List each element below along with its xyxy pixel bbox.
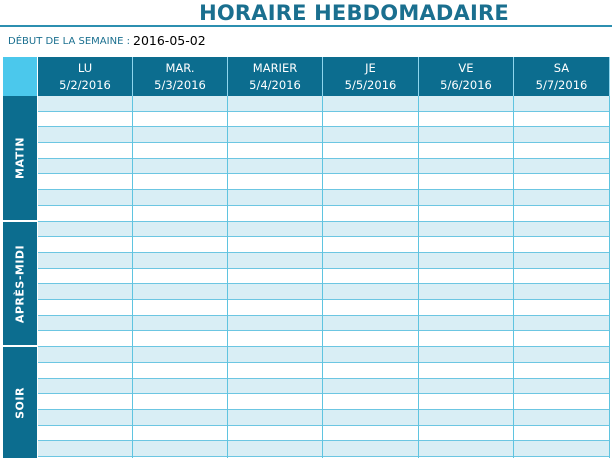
day-column <box>419 96 514 458</box>
schedule-cell[interactable] <box>38 269 132 285</box>
schedule-cell[interactable] <box>419 363 513 379</box>
schedule-cell[interactable] <box>133 410 227 426</box>
schedule-cell[interactable] <box>419 237 513 253</box>
schedule-cell[interactable] <box>514 347 609 363</box>
schedule-cell[interactable] <box>228 284 322 300</box>
week-start-input[interactable]: 2016-05-02 <box>133 33 206 48</box>
schedule-cell[interactable] <box>323 379 418 395</box>
schedule-cell[interactable] <box>38 253 132 269</box>
schedule-cell[interactable] <box>38 112 132 128</box>
schedule-cell[interactable] <box>133 175 227 191</box>
schedule-cell[interactable] <box>323 96 418 112</box>
day-column <box>514 96 610 458</box>
schedule-cell[interactable] <box>228 159 322 175</box>
schedule-cell[interactable] <box>38 379 132 395</box>
schedule-cell[interactable] <box>133 127 227 143</box>
schedule-cell[interactable] <box>514 190 609 206</box>
day-name: MAR. <box>165 61 195 75</box>
schedule-cell[interactable] <box>228 316 322 332</box>
schedule-cell[interactable] <box>228 332 322 348</box>
day-name: VE <box>458 61 474 75</box>
schedule-cell[interactable] <box>133 159 227 175</box>
schedule-cell[interactable] <box>228 363 322 379</box>
week-start-label: DÉBUT DE LA SEMAINE : <box>8 36 130 47</box>
schedule-cell[interactable] <box>419 394 513 410</box>
schedule-cell[interactable] <box>514 253 609 269</box>
schedule-cell[interactable] <box>38 206 132 222</box>
schedule-cell[interactable] <box>38 441 132 457</box>
schedule-cell[interactable] <box>228 112 322 128</box>
schedule-cell[interactable] <box>419 96 513 112</box>
schedule-cell[interactable] <box>323 332 418 348</box>
schedule-cell[interactable] <box>38 394 132 410</box>
day-column <box>38 96 133 458</box>
schedule-cell[interactable] <box>514 300 609 316</box>
schedule-cell[interactable] <box>323 175 418 191</box>
schedule-cell[interactable] <box>38 237 132 253</box>
schedule-cell[interactable] <box>228 394 322 410</box>
schedule-cell[interactable] <box>38 410 132 426</box>
schedule-cell[interactable] <box>323 394 418 410</box>
schedule-cell[interactable] <box>228 127 322 143</box>
schedule-cell[interactable] <box>323 237 418 253</box>
schedule-cell[interactable] <box>419 284 513 300</box>
schedule-cell[interactable] <box>419 269 513 285</box>
schedule-cell[interactable] <box>419 206 513 222</box>
schedule-cell[interactable] <box>514 269 609 285</box>
schedule-cell[interactable] <box>514 394 609 410</box>
schedule-cell[interactable] <box>419 347 513 363</box>
schedule-cell[interactable] <box>323 190 418 206</box>
schedule-cell[interactable] <box>228 441 322 457</box>
schedule-cell[interactable] <box>228 300 322 316</box>
schedule-cell[interactable] <box>419 379 513 395</box>
day-name: MARIER <box>252 61 298 75</box>
header-corner-cell <box>3 57 37 96</box>
section-morning <box>3 96 37 222</box>
schedule-cell[interactable] <box>38 143 132 159</box>
schedule-cell[interactable] <box>133 190 227 206</box>
section-afternoon <box>3 222 37 347</box>
schedule-cell[interactable] <box>228 143 322 159</box>
schedule-cell[interactable] <box>38 300 132 316</box>
schedule-cell[interactable] <box>228 269 322 285</box>
schedule-cell[interactable] <box>514 441 609 457</box>
schedule-cell[interactable] <box>323 284 418 300</box>
schedule-cell[interactable] <box>133 237 227 253</box>
schedule-cell[interactable] <box>38 190 132 206</box>
schedule-cell[interactable] <box>323 222 418 238</box>
day-date: 5/5/2016 <box>344 78 397 92</box>
schedule-cell[interactable] <box>228 253 322 269</box>
schedule-cell[interactable] <box>514 127 609 143</box>
schedule-cell[interactable] <box>228 410 322 426</box>
schedule-cell[interactable] <box>38 222 132 238</box>
schedule-cell[interactable] <box>514 175 609 191</box>
schedule-cell[interactable] <box>419 253 513 269</box>
schedule-cell[interactable] <box>133 347 227 363</box>
day-column <box>228 96 323 458</box>
schedule-cell[interactable] <box>133 96 227 112</box>
schedule-cell[interactable] <box>419 143 513 159</box>
schedule-grid <box>38 96 610 458</box>
schedule-cell[interactable] <box>419 175 513 191</box>
schedule-cell[interactable] <box>38 159 132 175</box>
schedule-cell[interactable] <box>38 347 132 363</box>
schedule-cell[interactable] <box>323 253 418 269</box>
day-date: 5/2/2016 <box>59 78 111 92</box>
section-label-morning: MATIN <box>13 137 27 179</box>
day-date: 5/7/2016 <box>535 78 588 92</box>
schedule-cell[interactable] <box>419 112 513 128</box>
schedule-cell[interactable] <box>38 96 132 112</box>
schedule-cell[interactable] <box>514 426 609 442</box>
section-label-evening: SOIR <box>13 386 27 419</box>
schedule-cell[interactable] <box>323 410 418 426</box>
schedule-cell[interactable] <box>133 316 227 332</box>
schedule-cell[interactable] <box>419 222 513 238</box>
schedule-cell[interactable] <box>323 159 418 175</box>
schedule-cell[interactable] <box>133 379 227 395</box>
schedule-cell[interactable] <box>228 175 322 191</box>
day-header-friday <box>419 57 514 96</box>
schedule-cell[interactable] <box>323 300 418 316</box>
schedule-cell[interactable] <box>323 269 418 285</box>
day-header-tuesday <box>133 57 228 96</box>
schedule-cell[interactable] <box>514 332 609 348</box>
schedule-cell[interactable] <box>228 347 322 363</box>
section-label-afternoon: APRÈS-MIDI <box>13 244 27 323</box>
schedule-cell[interactable] <box>133 363 227 379</box>
schedule-cell[interactable] <box>228 237 322 253</box>
day-column <box>133 96 228 458</box>
day-name: JE <box>365 61 376 75</box>
schedule-cell[interactable] <box>38 316 132 332</box>
section-evening <box>3 347 37 458</box>
schedule-cell[interactable] <box>133 222 227 238</box>
schedule-cell[interactable] <box>38 284 132 300</box>
schedule-cell[interactable] <box>228 426 322 442</box>
schedule-cell[interactable] <box>323 316 418 332</box>
schedule-cell[interactable] <box>514 143 609 159</box>
schedule-cell[interactable] <box>419 300 513 316</box>
schedule-cell[interactable] <box>514 363 609 379</box>
schedule-cell[interactable] <box>419 159 513 175</box>
schedule-cell[interactable] <box>133 300 227 316</box>
day-date: 5/4/2016 <box>249 78 301 92</box>
schedule-cell[interactable] <box>419 410 513 426</box>
schedule-cell[interactable] <box>514 112 609 128</box>
day-date: 5/6/2016 <box>440 78 492 92</box>
schedule-cell[interactable] <box>133 143 227 159</box>
schedule-cell[interactable] <box>419 316 513 332</box>
schedule-cell[interactable] <box>419 127 513 143</box>
schedule-cell[interactable] <box>323 441 418 457</box>
schedule-cell[interactable] <box>514 379 609 395</box>
schedule-cell[interactable] <box>133 426 227 442</box>
schedule-cell[interactable] <box>514 410 609 426</box>
schedule-cell[interactable] <box>133 394 227 410</box>
schedule-cell[interactable] <box>228 190 322 206</box>
day-column <box>323 96 419 458</box>
schedule-cell[interactable] <box>38 332 132 348</box>
schedule-cell[interactable] <box>514 159 609 175</box>
schedule-cell[interactable] <box>133 441 227 457</box>
schedule-cell[interactable] <box>133 332 227 348</box>
day-header-saturday <box>514 57 610 96</box>
page-title: HORAIRE HEBDOMADAIRE <box>199 1 509 25</box>
schedule-cell[interactable] <box>38 127 132 143</box>
schedule-cell[interactable] <box>133 112 227 128</box>
schedule-cell[interactable] <box>323 112 418 128</box>
schedule-cell[interactable] <box>133 269 227 285</box>
schedule-cell[interactable] <box>514 316 609 332</box>
schedule-cell[interactable] <box>228 206 322 222</box>
schedule-cell[interactable] <box>228 96 322 112</box>
schedule-cell[interactable] <box>323 206 418 222</box>
schedule-cell[interactable] <box>514 284 609 300</box>
day-date: 5/3/2016 <box>154 78 206 92</box>
schedule-cell[interactable] <box>228 379 322 395</box>
schedule-cell[interactable] <box>38 175 132 191</box>
day-name: LU <box>77 61 93 75</box>
schedule-cell[interactable] <box>38 426 132 442</box>
schedule-cell[interactable] <box>323 426 418 442</box>
day-name: SA <box>553 61 570 75</box>
schedule-cell[interactable] <box>419 332 513 348</box>
schedule-cell[interactable] <box>514 206 609 222</box>
schedule-cell[interactable] <box>323 143 418 159</box>
title-divider <box>0 25 612 27</box>
schedule-cell[interactable] <box>323 347 418 363</box>
day-header-monday <box>38 57 133 96</box>
schedule-cell[interactable] <box>133 206 227 222</box>
day-header-thursday <box>323 57 419 96</box>
schedule-cell[interactable] <box>323 127 418 143</box>
schedule-cell[interactable] <box>419 426 513 442</box>
schedule-cell[interactable] <box>514 222 609 238</box>
schedule-cell[interactable] <box>133 284 227 300</box>
schedule-cell[interactable] <box>514 237 609 253</box>
schedule-cell[interactable] <box>419 441 513 457</box>
schedule-cell[interactable] <box>419 190 513 206</box>
schedule-cell[interactable] <box>133 253 227 269</box>
schedule-cell[interactable] <box>323 363 418 379</box>
schedule-cell[interactable] <box>514 96 609 112</box>
schedule-cell[interactable] <box>228 222 322 238</box>
day-header-wednesday <box>228 57 323 96</box>
schedule-cell[interactable] <box>38 363 132 379</box>
